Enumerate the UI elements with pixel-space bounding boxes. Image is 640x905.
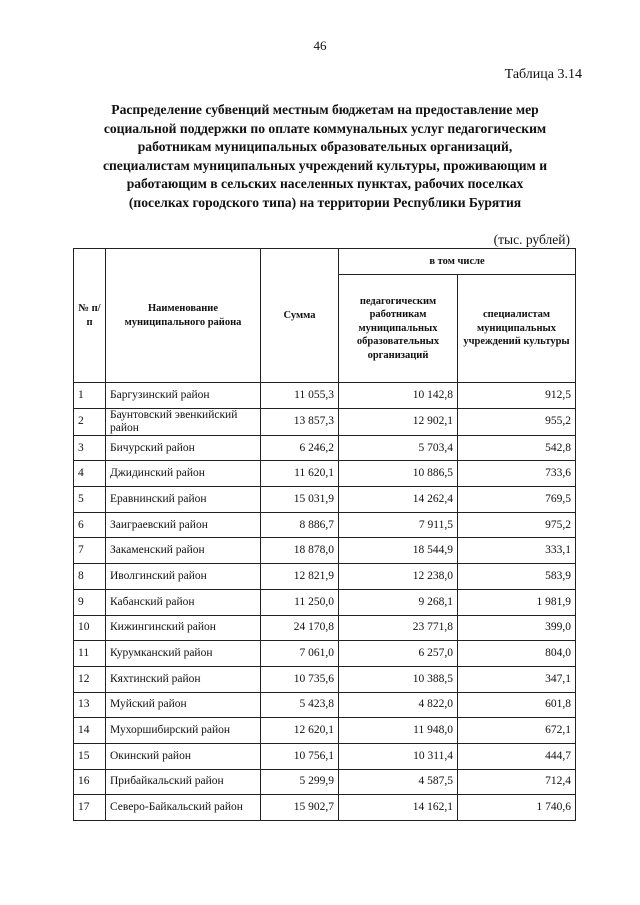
sum-value: 5 423,8	[261, 692, 339, 718]
pedagogical-value: 7 911,5	[339, 512, 458, 538]
row-number: 8	[74, 564, 106, 590]
table-row	[74, 461, 576, 487]
row-number: 15	[74, 743, 106, 769]
district-name: Баунтовский эвенкийский район	[106, 408, 261, 435]
title-line: Распределение субвенций местным бюджетам на предоставление мер	[111, 102, 539, 117]
row-number: 17	[74, 795, 106, 821]
table-row	[74, 538, 576, 564]
table-caption: Таблица 3.14	[504, 67, 582, 82]
culture-value: 542,8	[458, 435, 576, 461]
table-row	[74, 769, 576, 795]
title-line: (поселках городского типа) на территории Республики Бурятия	[128, 194, 522, 210]
sum-value: 18 878,0	[261, 538, 339, 564]
pedagogical-value: 12 902,1	[339, 408, 458, 435]
district-name: Мухоршибирский район	[106, 718, 261, 744]
culture-value: 804,0	[458, 641, 576, 667]
district-name: Закаменский район	[106, 538, 261, 564]
header-including: в том числе	[339, 249, 576, 275]
table-row	[74, 666, 576, 692]
table-row	[74, 795, 576, 821]
table-row	[74, 435, 576, 461]
table-row	[74, 641, 576, 667]
culture-value: 1 740,6	[458, 795, 576, 821]
table-header	[74, 249, 576, 383]
culture-value: 601,8	[458, 692, 576, 718]
sum-value: 12 821,9	[261, 564, 339, 590]
table-row	[74, 383, 576, 409]
header-pedagogical: педагогическим работникам муниципальных образовательных организаций	[339, 275, 458, 383]
pedagogical-value: 10 388,5	[339, 666, 458, 692]
table-row	[74, 615, 576, 641]
table-row	[74, 564, 576, 590]
table-row	[74, 718, 576, 744]
title-line: работникам муниципальных образовательных организаций,	[137, 139, 513, 155]
district-name: Окинский район	[106, 743, 261, 769]
row-number: 14	[74, 718, 106, 744]
table-row	[74, 589, 576, 615]
culture-value: 733,6	[458, 461, 576, 487]
row-number: 2	[74, 408, 106, 435]
culture-value: 399,0	[458, 615, 576, 641]
culture-value: 912,5	[458, 383, 576, 409]
row-number: 16	[74, 769, 106, 795]
pedagogical-value: 10 886,5	[339, 461, 458, 487]
row-number: 6	[74, 512, 106, 538]
sum-value: 12 620,1	[261, 718, 339, 744]
sum-value: 5 299,9	[261, 769, 339, 795]
sum-value: 10 756,1	[261, 743, 339, 769]
district-name: Заиграевский район	[106, 512, 261, 538]
table-row	[74, 692, 576, 718]
title-line: социальной поддержки по оплате коммунальных услуг педагогическим	[103, 120, 547, 136]
row-number: 13	[74, 692, 106, 718]
row-number: 4	[74, 461, 106, 487]
pedagogical-value: 5 703,4	[339, 435, 458, 461]
title-line: специалистам муниципальных учреждений культуры, проживающим и	[102, 157, 548, 173]
row-number: 1	[74, 383, 106, 409]
pedagogical-value: 12 238,0	[339, 564, 458, 590]
pedagogical-value: 9 268,1	[339, 589, 458, 615]
district-name: Баргузинский район	[106, 383, 261, 409]
units-label: (тыс. рублей)	[493, 232, 570, 247]
row-number: 12	[74, 666, 106, 692]
district-name: Иволгинский район	[106, 564, 261, 590]
row-number: 10	[74, 615, 106, 641]
table-row	[74, 743, 576, 769]
header-sum: Сумма	[261, 249, 339, 383]
sum-value: 15 902,7	[261, 795, 339, 821]
pedagogical-value: 14 262,4	[339, 487, 458, 513]
district-name: Кяхтинский район	[106, 666, 261, 692]
sum-value: 11 250,0	[261, 589, 339, 615]
table-body	[74, 383, 576, 821]
district-name: Муйский район	[106, 692, 261, 718]
pedagogical-value: 10 142,8	[339, 383, 458, 409]
document-title	[70, 101, 580, 213]
sum-value: 11 055,3	[261, 383, 339, 409]
row-number: 7	[74, 538, 106, 564]
culture-value: 333,1	[458, 538, 576, 564]
sum-value: 15 031,9	[261, 487, 339, 513]
sum-value: 8 886,7	[261, 512, 339, 538]
pedagogical-value: 18 544,9	[339, 538, 458, 564]
page-number: 46	[313, 38, 327, 53]
sum-value: 13 857,3	[261, 408, 339, 435]
culture-value: 955,2	[458, 408, 576, 435]
pedagogical-value: 4 587,5	[339, 769, 458, 795]
header-culture: специалистам муниципальных учреждений культуры	[458, 275, 576, 383]
title-line: работающим в сельских населенных пунктах, рабочих поселках	[126, 176, 524, 192]
culture-value: 712,4	[458, 769, 576, 795]
table-row	[74, 487, 576, 513]
district-name: Кабанский район	[106, 589, 261, 615]
pedagogical-value: 10 311,4	[339, 743, 458, 769]
district-name: Джидинский район	[106, 461, 261, 487]
culture-value: 1 981,9	[458, 589, 576, 615]
row-number: 3	[74, 435, 106, 461]
pedagogical-value: 23 771,8	[339, 615, 458, 641]
culture-value: 975,2	[458, 512, 576, 538]
sum-value: 6 246,2	[261, 435, 339, 461]
sum-value: 7 061,0	[261, 641, 339, 667]
culture-value: 347,1	[458, 666, 576, 692]
row-number: 11	[74, 641, 106, 667]
header-num: № п/п	[74, 249, 106, 383]
subsidy-table	[73, 248, 576, 821]
row-number: 9	[74, 589, 106, 615]
pedagogical-value: 4 822,0	[339, 692, 458, 718]
culture-value: 444,7	[458, 743, 576, 769]
district-name: Бичурский район	[106, 435, 261, 461]
district-name: Курумканский район	[106, 641, 261, 667]
culture-value: 583,9	[458, 564, 576, 590]
sum-value: 11 620,1	[261, 461, 339, 487]
district-name: Северо-Байкальский район	[106, 795, 261, 821]
row-number: 5	[74, 487, 106, 513]
sum-value: 24 170,8	[261, 615, 339, 641]
district-name: Прибайкальский район	[106, 769, 261, 795]
pedagogical-value: 14 162,1	[339, 795, 458, 821]
table-row	[74, 408, 576, 435]
table-row	[74, 512, 576, 538]
culture-value: 769,5	[458, 487, 576, 513]
district-name: Еравнинский район	[106, 487, 261, 513]
pedagogical-value: 11 948,0	[339, 718, 458, 744]
pedagogical-value: 6 257,0	[339, 641, 458, 667]
sum-value: 10 735,6	[261, 666, 339, 692]
culture-value: 672,1	[458, 718, 576, 744]
header-district: Наименование муниципального района	[106, 249, 261, 383]
district-name: Кижингинский район	[106, 615, 261, 641]
